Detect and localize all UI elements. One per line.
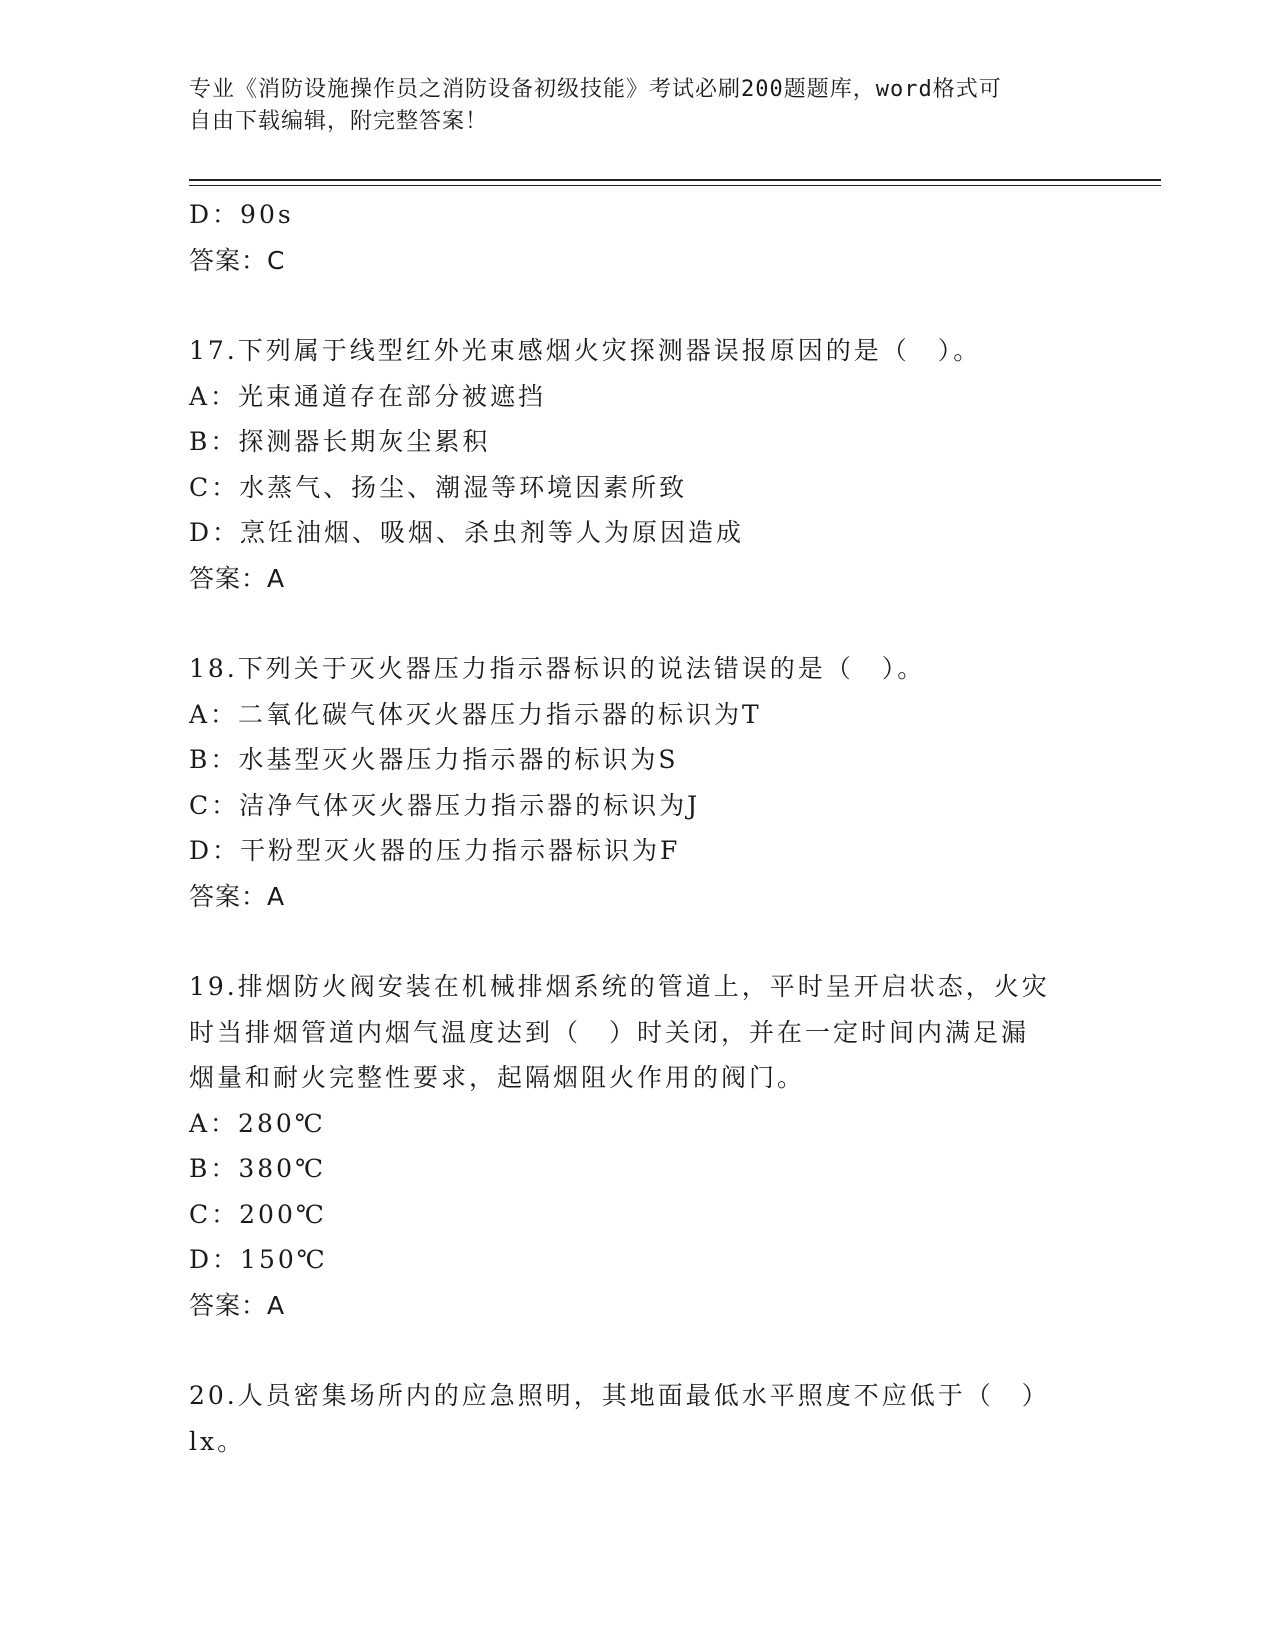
previous-question-tail [189, 192, 1089, 283]
header-divider-thick [189, 179, 1161, 181]
option-a: A：280℃ [189, 1108, 326, 1138]
option-c: C：洁净气体灭火器压力指示器的标识为J [189, 790, 701, 820]
question-stem: 18.下列关于灭火器压力指示器标识的说法错误的是（ ）。 [189, 654, 926, 683]
option-d: D：烹饪油烟、吸烟、杀虫剂等人为原因造成 [189, 518, 745, 547]
option-c: C：200℃ [189, 1199, 327, 1229]
option-b: B：380℃ [189, 1154, 327, 1183]
header-divider-thin [189, 185, 1161, 186]
option-c: C：水蒸气、扬尘、潮湿等环境因素所致 [189, 472, 688, 502]
spacer [189, 919, 1089, 964]
option-d: D：150℃ [189, 1245, 328, 1274]
option-b: B：水基型灭火器压力指示器的标识为S [189, 745, 679, 774]
question-stem-line-1: 20.人员密集场所内的应急照明，其地面最低水平照度不应低于（ ） [189, 1381, 1050, 1410]
option-a: A：二氧化碳气体灭火器压力指示器的标识为T [189, 699, 762, 729]
spacer [189, 1328, 1089, 1373]
question-stem-line-2: lx。 [189, 1426, 246, 1456]
option-d: D：90s [189, 200, 294, 229]
spacer [189, 601, 1089, 646]
answer: 答案：C [189, 245, 286, 275]
header-line-2: 自由下载编辑，附完整答案！ [189, 109, 489, 134]
option-b: B：探测器长期灰尘累积 [189, 427, 491, 456]
question-17 [189, 328, 1089, 601]
option-d: D：干粉型灭火器的压力指示器标识为F [189, 836, 681, 865]
answer: 答案：A [189, 1290, 286, 1320]
question-stem-line-2: 时当排烟管道内烟气温度达到（ ）时关闭，并在一定时间内满足漏 [189, 1017, 1030, 1047]
answer: 答案：A [189, 563, 286, 593]
spacer [189, 283, 1089, 328]
document-header [189, 74, 1069, 138]
question-20 [189, 1373, 1089, 1464]
question-list [189, 192, 1089, 1464]
header-line-1: 专业《消防设施操作员之消防设备初级技能》考试必刷200题题库，word格式可 [189, 77, 1002, 102]
answer: 答案：A [189, 881, 286, 911]
question-stem: 17.下列属于线型红外光束感烟火灾探测器误报原因的是（ ）。 [189, 336, 982, 365]
question-stem-line-1: 19.排烟防火阀安装在机械排烟系统的管道上，平时呈开启状态，火灾 [189, 972, 1050, 1001]
question-stem-line-3: 烟量和耐火完整性要求，起隔烟阻火作用的阀门。 [189, 1063, 806, 1092]
option-a: A：光束通道存在部分被遮挡 [189, 381, 547, 411]
question-19 [189, 964, 1089, 1328]
question-18 [189, 646, 1089, 919]
